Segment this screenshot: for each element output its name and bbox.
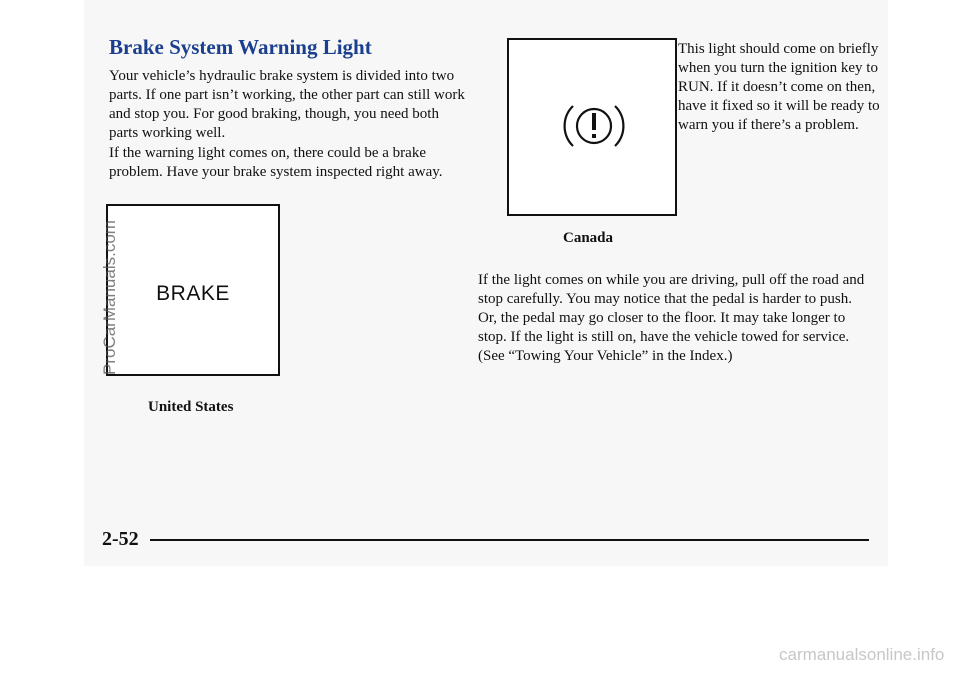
- canada-caption: Canada: [563, 230, 614, 246]
- brake-text-icon: BRAKE: [156, 282, 230, 305]
- us-brake-icon-box: [106, 204, 280, 376]
- section-heading: Brake System Warning Light: [109, 35, 372, 59]
- brake-warning-symbol-icon: [559, 94, 629, 158]
- site-logo: carmanualsonline.info: [779, 645, 945, 664]
- footer-rule: [150, 539, 869, 541]
- light-check-paragraph: This light should come on briefly when you turn the ignition key to RUN. If it doesn’t come on then, have it fixed so it will be ready to warn you if there’s a problem.: [678, 41, 880, 133]
- driving-paragraph: If the light comes on while you are driving, pull off the road and stop carefully. You may notice that the pedal is harder to push. Or, the pedal may go closer to the floor. It may take longer to stop. If the light is still on, have the vehicle towed for service. (See “Towing Your Vehicle” in the Index.): [478, 272, 865, 364]
- watermark: ProCarManuals.com: [100, 220, 119, 375]
- warning-paragraph: If the warning light comes on, there could be a brake problem. Have your brake system inspected right away.: [109, 145, 443, 180]
- page-number: 2-52: [102, 528, 139, 550]
- us-caption: United States: [148, 399, 234, 415]
- intro-paragraph: Your vehicle’s hydraulic brake system is divided into two parts. If one part isn’t working, the other part can still work and stop you. For good braking, though, you need both parts working well.: [109, 68, 465, 141]
- canada-brake-icon-box: [507, 38, 677, 216]
